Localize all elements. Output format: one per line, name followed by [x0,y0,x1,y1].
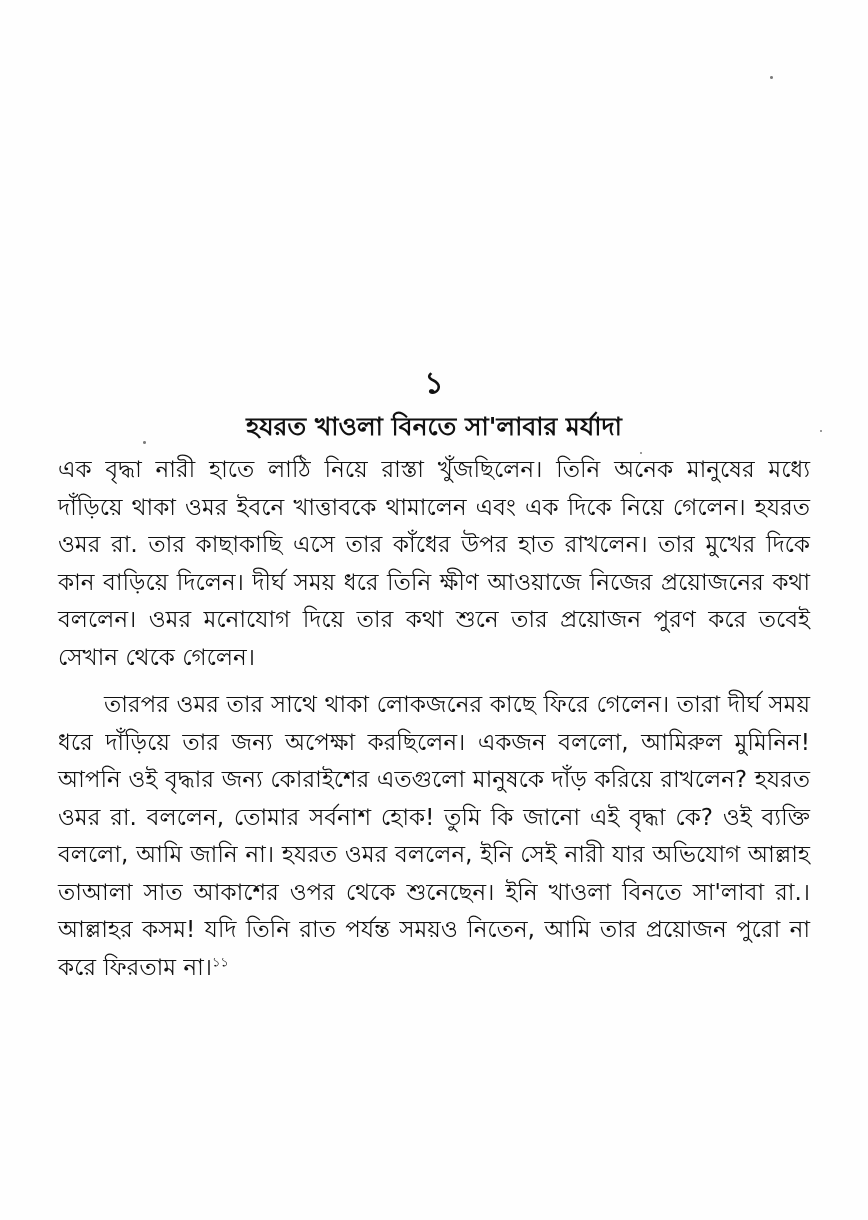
paragraph [58,452,810,677]
paragraph-text: এক বৃদ্ধা নারী হাতে লাঠি নিয়ে রাস্তা খুঁজছিলেন। তিনি অনেক মানুষের মধ্যে দাঁড়িয়ে থাকা ওমর ইবনে খাত্তাবকে থামালেন এবং এক দিকে নিয়ে গেলেন। হযরত ওমর রা. তার কাছাকাছি এসে তার কাঁধের উপর হাত রাখলেন। তার মুখের দিকে কান বাড়িয়ে দিলেন। দীর্ঘ সময় ধরে তিনি ক্ষীণ আওয়াজে নিজের প্রয়োজনের কথা বললেন। ওমর মনোযোগ দিয়ে তার কথা শুনে তার প্রয়োজন পুরণ করে তবেই সেখান থেকে গেলেন। [58,457,810,671]
paragraph-text: তারপর ওমর তার সাথে থাকা লোকজনের কাছে ফিরে গেলেন। তারা দীর্ঘ সময় ধরে দাঁড়িয়ে তার জন্য অপেক্ষা করছিলেন। একজন বললো, আমিরুল মুমিনিন! আপনি ওই বৃদ্ধার জন্য কোরাইশের এতগুলো মানুষকে দাঁড় করিয়ে রাখলেন? হযরত ওমর রা. বললেন, তোমার সর্বনাশ হোক! তুমি কি জানো এই বৃদ্ধা কে? ওই ব্যক্তি বললো, আমি জানি না। হযরত ওমর বললেন, ইনি সেই নারী যার অভিযোগ আল্লাহ তাআলা সাত আকাশের ওপর থেকে শুনেছেন। ইনি খাওলা বিনতে সা'লাবা রা.। আল্লাহর কসম! যদি তিনি রাত পর্যন্ত সময়ও নিতেন, আমি তার প্রয়োজন পুরো না করে ফিরতাম না। [58,692,810,981]
chapter-number: ১ [424,366,444,401]
footnote-marker: ১১ [211,954,229,970]
paper-speck [770,76,773,79]
paragraph [58,687,810,987]
chapter-title: হযরত খাওলা বিনতে সা'লাবার মর্যাদা [246,412,622,441]
body-text [58,452,810,987]
